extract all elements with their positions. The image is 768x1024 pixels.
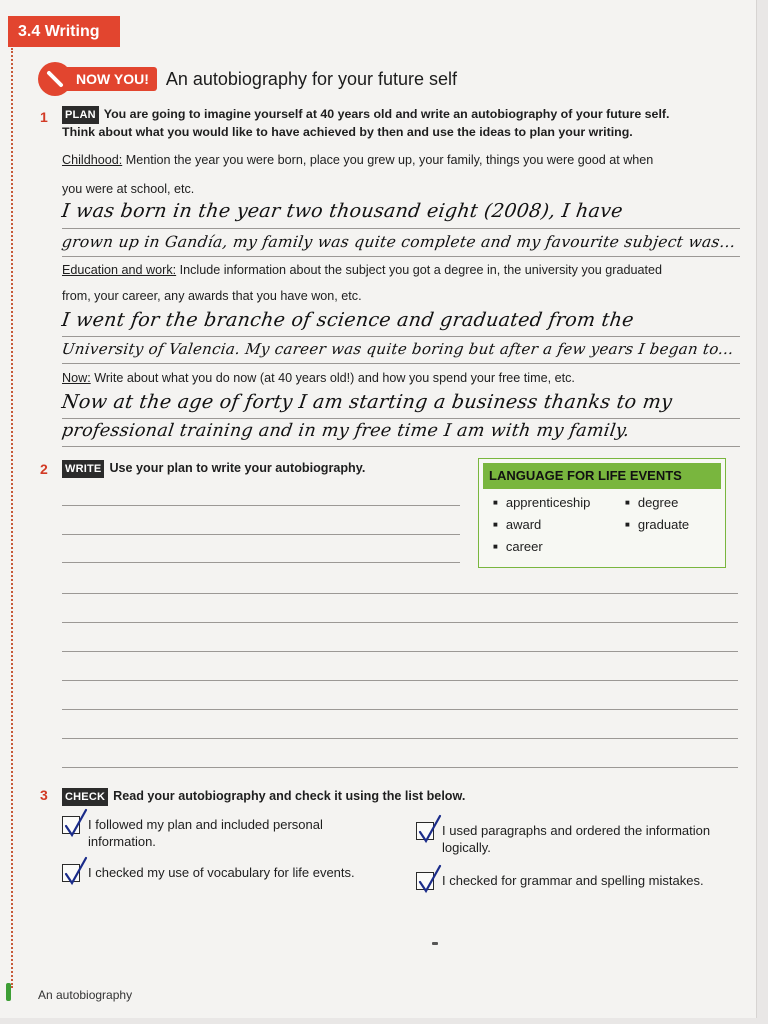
writing-line: [62, 738, 738, 739]
checklist-line: logically.: [442, 840, 491, 855]
step-number: 1: [40, 109, 48, 125]
language-box-title: LANGUAGE FOR LIFE EVENTS: [483, 463, 721, 489]
language-item: ■ apprenticeship: [493, 495, 590, 510]
checklist-text: [88, 816, 323, 850]
checkbox[interactable]: [416, 822, 434, 840]
write-tag: WRITE: [62, 460, 104, 478]
checklist-text: [442, 822, 710, 856]
now-prompt: [62, 370, 752, 386]
education-prompt-cont: from, your career, any awards that you have won, etc.: [62, 289, 362, 303]
check-text: Read your autobiography and check it using the list below.: [113, 789, 466, 803]
plan-tag: PLAN: [62, 106, 99, 124]
write-instructions: [62, 460, 365, 478]
page-edge-mark: [6, 983, 11, 1001]
section-heading: 3.4 Writing: [8, 16, 120, 47]
plan-line-1: You are going to imagine yourself at 40 years old and write an autobiography of your future self.: [103, 107, 670, 121]
childhood-prompt: [62, 152, 752, 168]
plan-line-2: Think about what you would like to have achieved by then and use the ideas to plan your writing.: [62, 125, 633, 139]
checklist-item[interactable]: [416, 872, 746, 890]
step-number: 2: [40, 461, 48, 477]
handwritten-education-1: I went for the branche of science and graduated from the: [60, 309, 636, 331]
checkbox[interactable]: [62, 816, 80, 834]
education-text: Include information about the subject you got a degree in, the university you graduated: [179, 263, 663, 277]
writing-line: [62, 593, 738, 594]
education-label: Education and work:: [62, 263, 177, 277]
checklist-line: I used paragraphs and ordered the information: [442, 823, 711, 838]
writing-line: [62, 336, 740, 337]
writing-line: [62, 767, 738, 768]
checkbox[interactable]: [416, 872, 434, 890]
handwritten-now-2: professional training and in my free time I am with my family.: [60, 421, 631, 441]
check-instructions: [62, 788, 465, 806]
checklist-item[interactable]: [62, 864, 392, 882]
childhood-text: Mention the year you were born, place you grew up, your family, things you were good at when: [125, 153, 654, 167]
language-item: ■ career: [493, 539, 543, 554]
now-text: Write about what you do now (at 40 years old!) and how you spend your free time, etc.: [94, 371, 575, 385]
checklist-item[interactable]: [416, 822, 746, 856]
writing-line: [62, 709, 738, 710]
task-title: An autobiography for your future self: [165, 68, 458, 89]
writing-line: [62, 256, 740, 257]
step-number: 3: [40, 787, 48, 803]
education-prompt: [62, 262, 752, 278]
writing-line: [62, 363, 740, 364]
writing-line: [62, 622, 738, 623]
language-box: [478, 458, 726, 568]
writing-line: [62, 534, 460, 535]
page-spine-dots: [11, 48, 13, 988]
now-you-badge: NOW YOU!: [66, 67, 157, 91]
handwritten-now-1: Now at the age of forty I am starting a business thanks to my: [60, 391, 674, 413]
checklist-text: I checked for grammar and spelling mistakes.: [442, 873, 704, 888]
check-tag: CHECK: [62, 788, 108, 806]
handwritten-childhood-1: I was born in the year two thousand eight (2008), I have: [60, 200, 625, 222]
language-item: ■ award: [493, 517, 541, 532]
writing-line: [62, 418, 740, 419]
writing-line: [62, 505, 460, 506]
writing-line: [62, 446, 740, 447]
language-item: ■ graduate: [625, 517, 689, 532]
now-you-banner: [38, 64, 457, 94]
writing-line: [62, 680, 738, 681]
checklist-line: I followed my plan and included personal: [88, 817, 323, 832]
write-text: Use your plan to write your autobiography.: [109, 461, 366, 475]
handwritten-childhood-2: grown up in Gandía, my family was quite complete and my favourite subject was...: [60, 233, 737, 251]
plan-instructions: [62, 106, 742, 140]
pencil-icon: [38, 62, 72, 96]
ink-mark: [432, 942, 438, 945]
checklist-item[interactable]: [62, 816, 392, 850]
childhood-label: Childhood:: [62, 153, 123, 167]
writing-line: [62, 651, 738, 652]
writing-line: [62, 562, 460, 563]
page-footer: An autobiography: [38, 988, 133, 1002]
checklist-line: information.: [88, 834, 156, 849]
language-item: ■ degree: [625, 495, 678, 510]
now-label: Now:: [62, 371, 91, 385]
checklist-text: I checked my use of vocabulary for life events.: [88, 865, 355, 880]
checkbox[interactable]: [62, 864, 80, 882]
childhood-prompt-cont: you were at school, etc.: [62, 182, 195, 196]
writing-line: [62, 228, 740, 229]
handwritten-education-2: University of Valencia. My career was quite boring but after a few years I began to...: [60, 340, 735, 358]
